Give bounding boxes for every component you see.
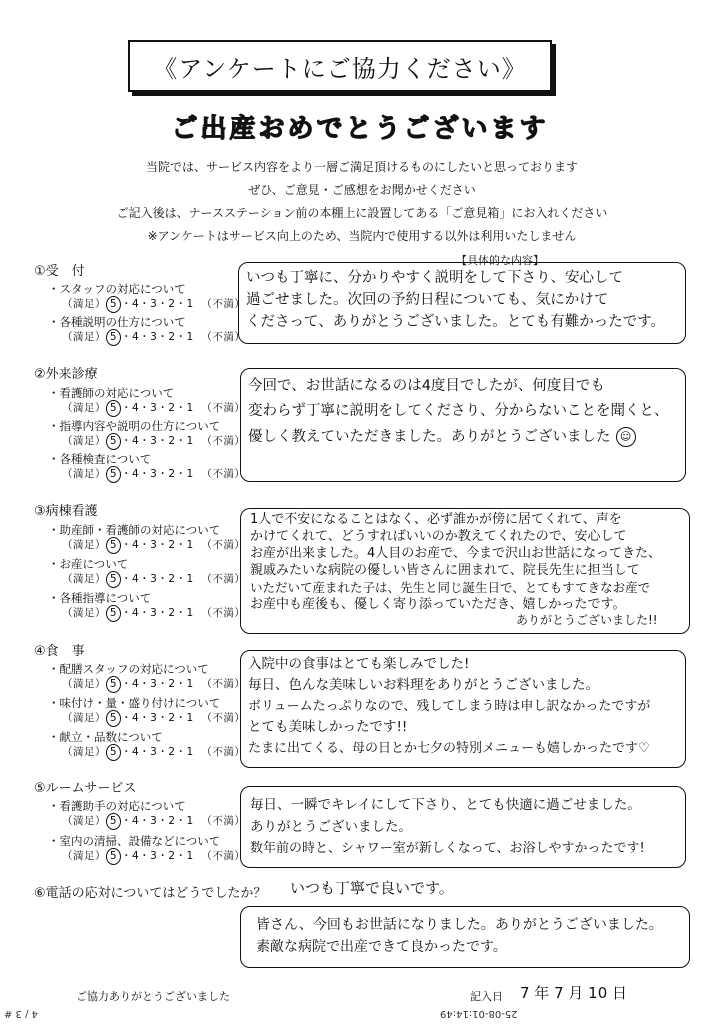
rating-scale: （満足） 5 ・4・3・2・1 （不満） — [62, 537, 245, 554]
section-title-meals: ④食 事 — [34, 644, 85, 659]
fax-page-marker: 4 / 3 # — [4, 1008, 39, 1019]
intro-line-1: 当院では、サービス内容をより一層ご満足頂けるものにしたいと思っております — [145, 160, 578, 174]
phone-answer: いつも丁寧で良いです。 — [290, 879, 454, 897]
item-label: ・献立・品数について — [48, 730, 163, 744]
comment-line: たまに出てくる、母の日とか七夕の特別メニューも嬉しかったです♡ — [248, 741, 650, 756]
item-label: ・各種説明の仕方について — [48, 315, 186, 329]
rating-scale: （満足） 5 ・4・3・2・1 （不満） — [62, 605, 245, 622]
congratulations-heading: ご出産おめでとうございます — [171, 114, 549, 144]
section-title-ward-nursing: ③病棟看護 — [34, 504, 98, 519]
comment-line: いただいて産まれた子は、先生と同じ誕生日で、とてもすてきなお産で — [250, 580, 651, 595]
item-label: ・助産師・看護師の対応について — [48, 523, 221, 537]
selected-rating-circle: 5 — [106, 605, 121, 622]
comment-line: ありがとうございました!! — [516, 613, 658, 627]
detail-label: 【具体的な内容】 — [456, 254, 544, 267]
selected-rating-circle: 5 — [106, 676, 121, 693]
comment-line: とても美味しかったです!! — [248, 719, 408, 735]
selected-rating-circle: 5 — [106, 848, 121, 865]
smiley-face-icon: ☺ — [616, 427, 636, 447]
rating-scale: （満足） 5 ・4・3・2・1 （不満） — [62, 433, 245, 450]
comment-line: 毎日、色んな美味しいお料理をありがとうございました。 — [248, 677, 599, 693]
rating-scale: （満足） 5 ・4・3・2・1 （不満） — [62, 466, 245, 483]
comment-line: くださって、ありがとうございました。とても有難かったです。 — [246, 314, 666, 330]
rating-scale: （満足） 5 ・4・3・2・1 （不満） — [62, 571, 245, 588]
thanks-footer: ご協力ありがとうございました — [76, 990, 230, 1003]
selected-rating-circle: 5 — [106, 744, 121, 761]
item-label: ・指導内容や説明の仕方について — [48, 419, 221, 433]
item-label: ・味付け・量・盛り付けについて — [48, 696, 221, 710]
selected-rating-circle: 5 — [106, 710, 121, 727]
selected-rating-circle: 5 — [106, 466, 121, 483]
item-label: ・看護師の対応について — [48, 386, 175, 400]
item-label: ・室内の清掃、設備などについて — [48, 834, 221, 848]
item-label: ・配膳スタッフの対応について — [48, 662, 209, 676]
rating-scale: （満足） 5 ・4・3・2・1 （不満） — [62, 710, 245, 727]
selected-rating-circle: 5 — [106, 813, 121, 830]
rating-scale: （満足） 5 ・4・3・2・1 （不満） — [62, 848, 245, 865]
comment-line: 皆さん、今回もお世話になりました。ありがとうございました。 — [256, 917, 663, 933]
rating-scale: （満足） 5 ・4・3・2・1 （不満） — [62, 329, 245, 346]
comment-line: 優しく教えていただきました。ありがとうございました — [248, 429, 611, 445]
selected-rating-circle: 5 — [106, 571, 121, 588]
comment-line: 入院中の食事はとても楽しみでした! — [248, 656, 470, 672]
comment-line: 今回で、お世話になるのは4度目でしたが、何度目でも — [248, 378, 605, 394]
rating-scale: （満足） 5 ・4・3・2・1 （不満） — [62, 400, 245, 417]
comment-line: 毎日、一瞬でキレイにして下さり、とても快適に過ごせました。 — [250, 797, 641, 813]
section-title-outpatient: ②外来診療 — [34, 367, 98, 382]
rating-scale: （満足） 5 ・4・3・2・1 （不満） — [62, 744, 245, 761]
intro-line-4: ※アンケートはサービス向上のため、当院内で使用する以外は利用いたしません — [147, 229, 577, 243]
comment-line: 素敵な病院で出産できて良かったです。 — [256, 939, 507, 955]
section-title-reception: ①受 付 — [34, 264, 85, 279]
comment-line: お産中も産後も、優しく寄り添っていただき、嬉しかったです。 — [250, 597, 626, 612]
item-label: ・スタッフの対応について — [48, 282, 186, 296]
item-label: ・各種検査について — [48, 452, 152, 466]
fax-timestamp: 25-08-01:14:49 — [440, 1008, 518, 1019]
survey-title: 《アンケートにご協力ください》 — [128, 40, 552, 92]
item-label: ・看護助手の対応について — [48, 799, 186, 813]
date-value: 7 年 7 月 10 日 — [520, 984, 628, 1002]
selected-rating-circle: 5 — [106, 537, 121, 554]
comment-line: ボリュームたっぷりなので、残してしまう時は申し訳なかったですが — [248, 699, 651, 714]
comment-line: 親戚みたいな病院の優しい皆さんに囲まれて、院長先生に担当して — [250, 563, 640, 578]
comment-line: 過ごせました。次回の予約日程についても、気にかけて — [246, 292, 609, 308]
intro-line-3: ご記入後は、ナースステーション前の本棚上に設置してある「ご意見箱」にお入れください — [116, 206, 608, 220]
comment-line: かけてくれて、どうすればいいのか教えてくれたので、安心して — [250, 529, 627, 544]
section-title-phone: ⑥電話の応対についてはどうでしたか？ — [34, 886, 267, 901]
selected-rating-circle: 5 — [106, 296, 121, 313]
item-label: ・お産について — [48, 557, 129, 571]
comment-line: 変わらず丁寧に説明をしてくださり、分からないことを聞くと、 — [248, 403, 669, 419]
selected-rating-circle: 5 — [106, 400, 121, 417]
date-label: 記入日 — [470, 990, 503, 1003]
comment-line: 1人で不安になることはなく、必ず誰かが傍に居てくれて、声を — [250, 512, 622, 527]
section-title-room-service: ⑤ルームサービス — [34, 781, 137, 796]
intro-line-2: ぜひ、ご意見・ご感想をお聞かせください — [248, 183, 476, 197]
item-label: ・各種指導について — [48, 591, 152, 605]
selected-rating-circle: 5 — [106, 329, 121, 346]
rating-scale: （満足） 5 ・4・3・2・1 （不満） — [62, 813, 245, 830]
comment-line: お産が出来ました。4人目のお産で、今まで沢山お世話になってきた、 — [250, 546, 662, 561]
selected-rating-circle: 5 — [106, 433, 121, 450]
rating-scale: （満足） 5 ・4・3・2・1 （不満） — [62, 296, 245, 313]
rating-scale: （満足） 5 ・4・3・2・1 （不満） — [62, 676, 245, 693]
comment-line: ありがとうございました。 — [250, 819, 412, 835]
comment-line: いつも丁寧に、分かりやすく説明をして下さり、安心して — [246, 270, 623, 286]
comment-line: 数年前の時と、シャワー室が新しくなって、お浴しやすかったです! — [250, 841, 645, 856]
